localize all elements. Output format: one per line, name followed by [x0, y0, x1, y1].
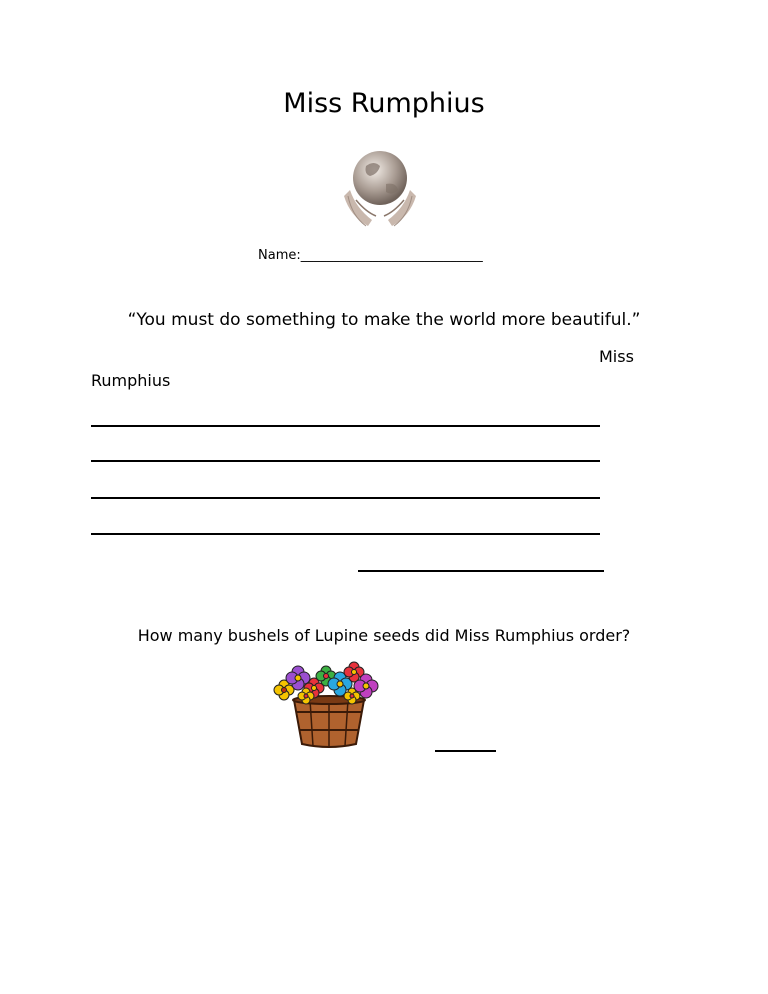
attribution-first-line: Miss [599, 347, 634, 366]
name-field: Name:____________________________ [258, 248, 483, 263]
globe-in-hands-icon [330, 140, 430, 232]
question-text: How many bushels of Lupine seeds did Miss Rumphius order? [137, 626, 631, 645]
flower-basket-icon [270, 660, 386, 752]
writing-line-5 [358, 570, 604, 572]
writing-line-3 [91, 497, 600, 499]
page-title: Miss Rumphius [283, 88, 485, 119]
attribution-second-line: Rumphius [91, 371, 171, 390]
writing-line-4 [91, 533, 600, 535]
answer-line [435, 750, 496, 752]
writing-line-1 [91, 425, 600, 427]
writing-line-2 [91, 460, 600, 462]
quote-text: “You must do something to make the world more beautiful.” [127, 310, 641, 330]
